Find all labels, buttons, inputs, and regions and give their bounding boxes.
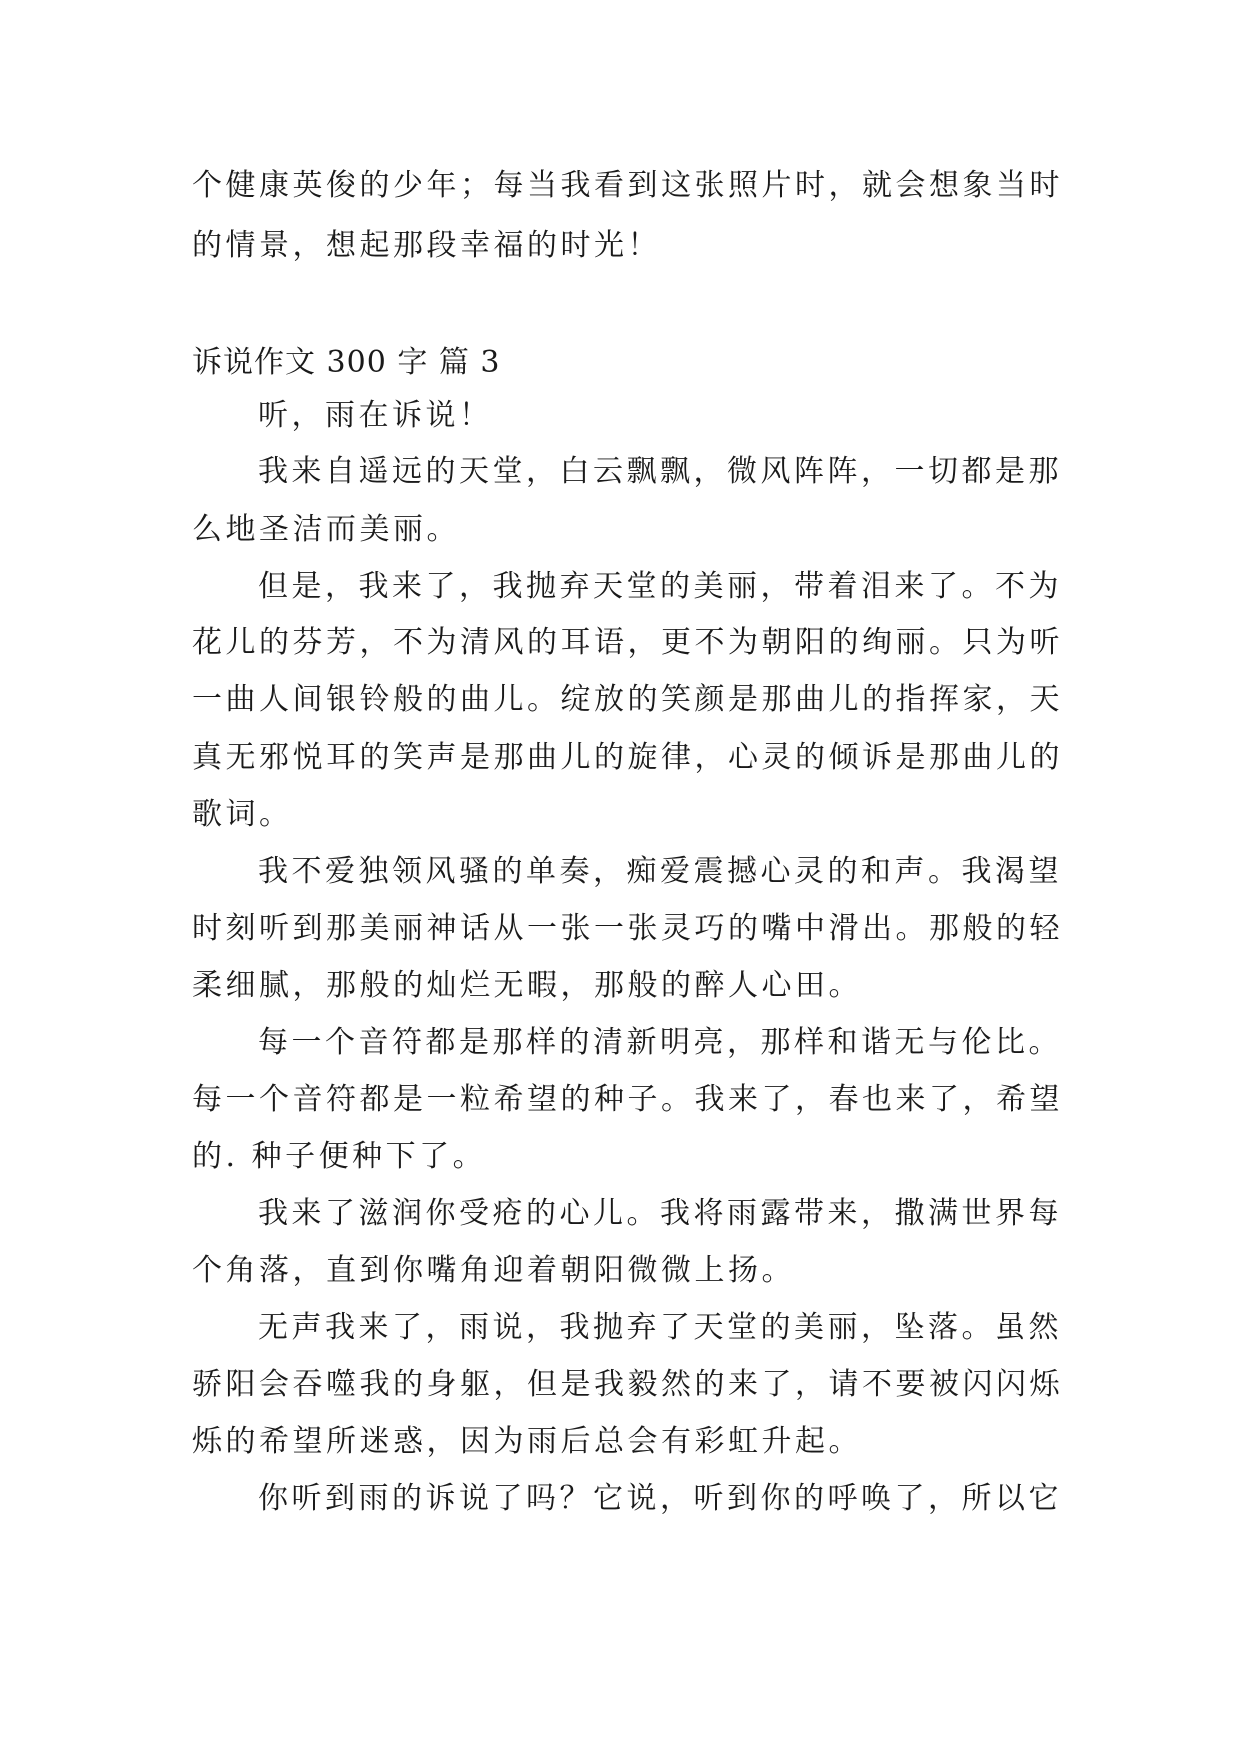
text-line: 么地圣洁而美丽。	[192, 512, 460, 547]
text-line: 每一个音符都是一粒希望的种子。我来了，春也来了，希望	[192, 1082, 1063, 1117]
paragraph-first-line: 你听到雨的诉说了吗？它说，听到你的呼唤了，所以它	[258, 1481, 1062, 1516]
text-line: 个健康英俊的少年；每当我看到这张照片时，就会想象当时	[192, 168, 1063, 203]
text-line: 的. 种子便种下了。	[192, 1139, 487, 1174]
paragraph-first-line: 每一个音符都是那样的清新明亮，那样和谐无与伦比。	[258, 1025, 1062, 1060]
paragraph-first-line: 我来自遥远的天堂，白云飘飘，微风阵阵，一切都是那	[258, 454, 1062, 489]
text-line: 歌词。	[192, 797, 293, 832]
section-title: 诉说作文 300 字 篇 3	[192, 345, 501, 380]
text-line: 柔细腻，那般的灿烂无暇，那般的醉人心田。	[192, 968, 862, 1003]
paragraph-first-line: 无声我来了，雨说，我抛弃了天堂的美丽，坠落。虽然	[258, 1310, 1062, 1345]
text-line: 真无邪悦耳的笑声是那曲儿的旋律，心灵的倾诉是那曲儿的	[192, 740, 1063, 775]
text-line: 时刻听到那美丽神话从一张一张灵巧的嘴中滑出。那般的轻	[192, 911, 1063, 946]
text-line: 花儿的芬芳，不为清风的耳语，更不为朝阳的绚丽。只为听	[192, 625, 1063, 660]
text-line: 个角落，直到你嘴角迎着朝阳微微上扬。	[192, 1253, 795, 1288]
text-line: 一曲人间银铃般的曲儿。绽放的笑颜是那曲儿的指挥家，天	[192, 682, 1063, 717]
text-line: 骄阳会吞噬我的身躯，但是我毅然的来了，请不要被闪闪烁	[192, 1367, 1063, 1402]
text-line: 烁的希望所迷惑，因为雨后总会有彩虹升起。	[192, 1424, 862, 1459]
text-line: 的情景，想起那段幸福的时光！	[192, 228, 661, 263]
paragraph-first-line: 我来了滋润你受疮的心儿。我将雨露带来，撒满世界每	[258, 1196, 1062, 1231]
paragraph-first-line: 听，雨在诉说！	[258, 398, 493, 433]
paragraph-first-line: 我不爱独领风骚的单奏，痴爱震撼心灵的和声。我渴望	[258, 854, 1062, 889]
paragraph-first-line: 但是，我来了，我抛弃天堂的美丽，带着泪来了。不为	[258, 569, 1062, 604]
